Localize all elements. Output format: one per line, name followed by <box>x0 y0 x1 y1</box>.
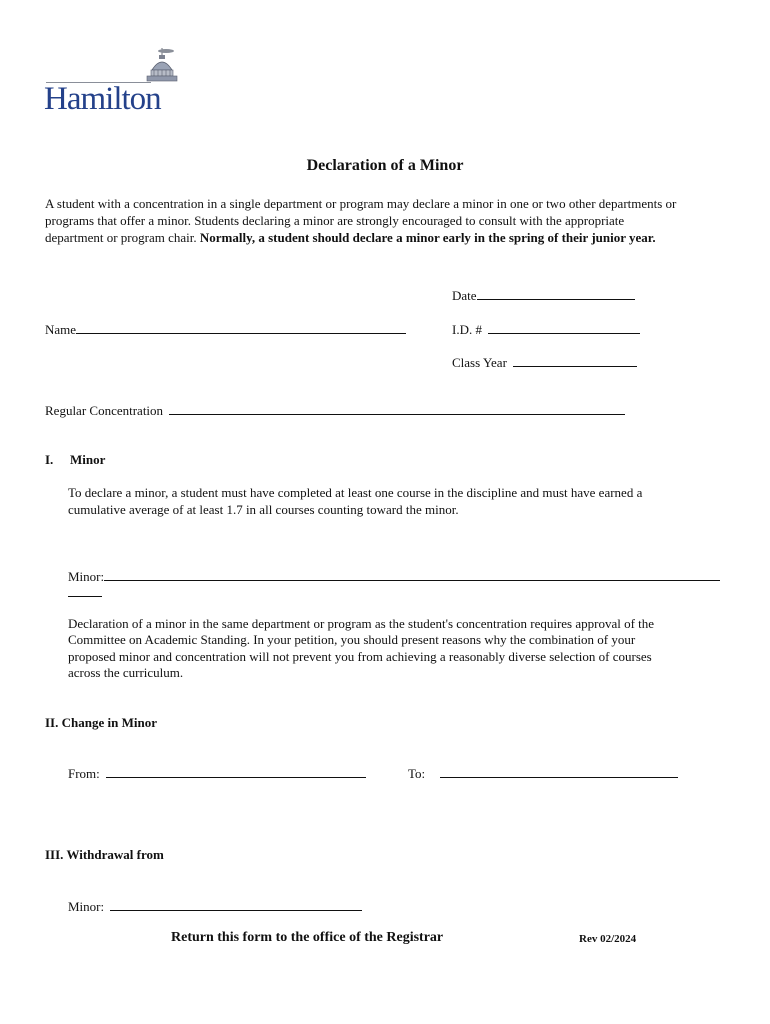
minor-line[interactable] <box>104 567 720 581</box>
regular-concentration-line[interactable] <box>169 401 625 415</box>
class-year-label: Class Year <box>452 355 507 370</box>
section-1-para2-line2: Committee on Academic Standing. In your petition, you should present reasons why the combination of your <box>68 632 636 647</box>
minor-label: Minor: <box>68 569 105 584</box>
return-instruction: Return this form to the office of the Registrar <box>171 930 444 945</box>
name-line[interactable] <box>76 320 406 334</box>
withdrawal-minor-line[interactable] <box>110 897 362 911</box>
date-line[interactable] <box>477 286 635 300</box>
section-3-heading: III. Withdrawal from <box>45 847 164 862</box>
class-year-line[interactable] <box>513 353 637 367</box>
minor-line-continuation[interactable] <box>68 596 102 597</box>
intro-line-3 <box>45 230 656 246</box>
section-1-number: I. <box>45 452 54 467</box>
minor-field[interactable] <box>68 567 720 585</box>
to-label: To: <box>408 766 426 781</box>
date-field[interactable] <box>452 286 635 304</box>
revision-date: Rev 02/2024 <box>579 933 637 945</box>
withdrawal-minor-field[interactable] <box>68 897 362 915</box>
name-label: Name <box>45 322 77 337</box>
section-1-para2-line1: Declaration of a minor in the same department or program as the student's concentration requires approval of the <box>68 616 655 631</box>
form-title: Declaration of a Minor <box>306 157 464 174</box>
section-1-para1-line1: To declare a minor, a student must have completed at least one course in the discipline and must have earned a <box>68 485 643 500</box>
regular-concentration-field[interactable] <box>45 401 625 419</box>
section-1-heading: Minor <box>70 452 106 467</box>
section-2-heading: II. Change in Minor <box>45 715 157 730</box>
regular-concentration-label: Regular Concentration <box>45 403 164 418</box>
id-line[interactable] <box>488 320 640 334</box>
intro-line-3-bold: Normally, a student should declare a minor early in the spring of their junior year. <box>199 230 656 245</box>
name-field[interactable] <box>45 320 406 338</box>
intro-line-3-plain: department or program chair. <box>45 230 200 245</box>
id-field[interactable] <box>452 320 640 338</box>
to-line[interactable] <box>440 764 678 778</box>
id-label: I.D. # <box>452 322 482 337</box>
from-field[interactable] <box>68 764 366 782</box>
date-label: Date <box>452 288 477 303</box>
section-1-para1-line2: cumulative average of at least 1.7 in all courses counting toward the minor. <box>68 502 459 517</box>
logo-wordmark: Hamilton <box>44 81 161 117</box>
intro-line-1: A student with a concentration in a single department or program may declare a minor in one or two other departments or <box>45 196 677 211</box>
from-label: From: <box>68 766 100 781</box>
section-1-para2-line3: proposed minor and concentration will not prevent you from achieving a reasonably diverse selection of courses <box>68 649 652 664</box>
intro-line-2: programs that offer a minor. Students declaring a minor are strongly encouraged to consult with the appropriate <box>45 213 625 228</box>
withdrawal-minor-label: Minor: <box>68 899 105 914</box>
class-year-field[interactable] <box>452 353 637 371</box>
from-line[interactable] <box>106 764 366 778</box>
to-field[interactable] <box>408 764 678 782</box>
section-1-para2-line4: across the curriculum. <box>68 665 184 680</box>
